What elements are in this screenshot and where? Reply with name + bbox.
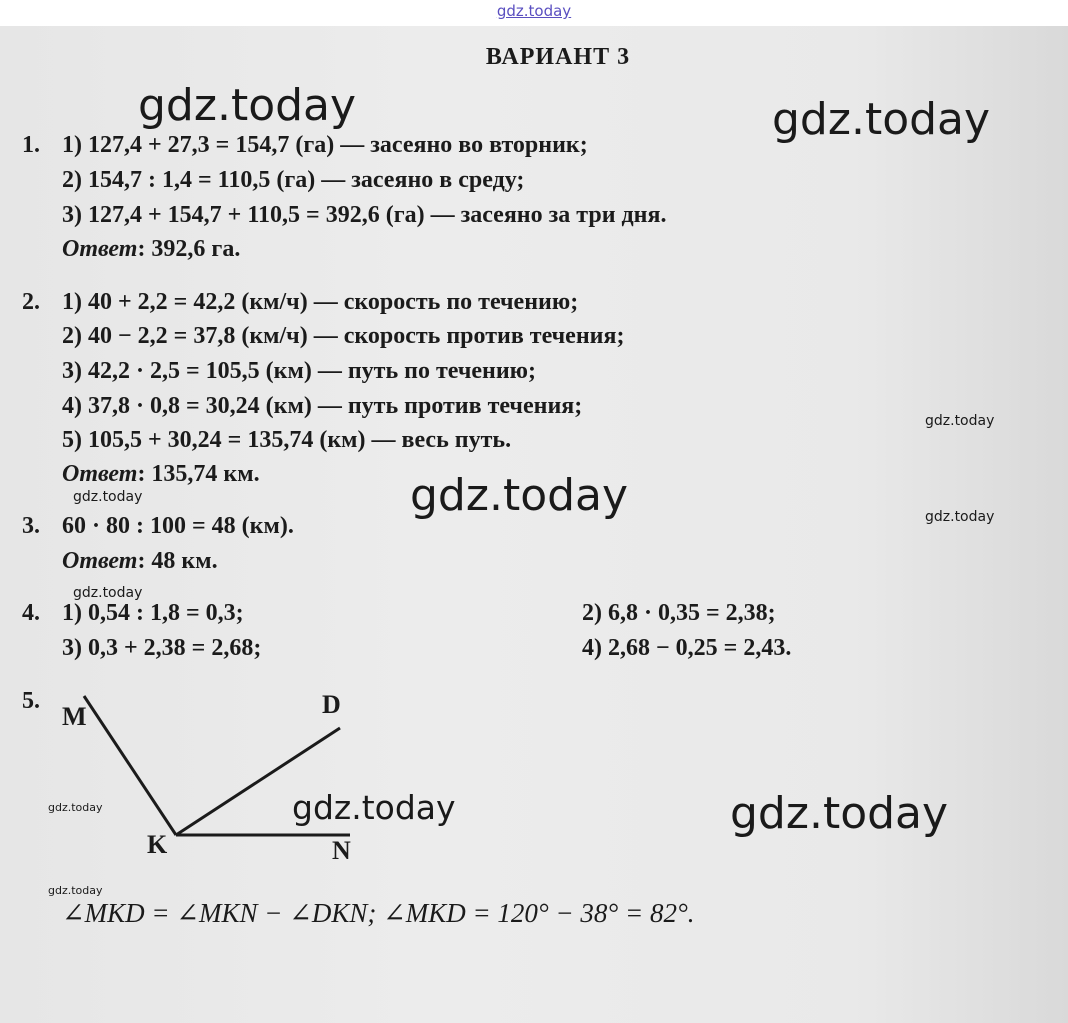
- task-1-answer: [62, 236, 240, 263]
- watermark-small-3: gdz.today: [925, 509, 995, 525]
- task-1-step-3: 3) 127,4 + 154,7 + 110,5 = 392,6 (га) — засеяно за три дня.: [62, 202, 667, 228]
- task-4-step-2: 2) 6,8 · 0,35 = 2,38;: [582, 600, 776, 626]
- point-n-label: N: [332, 836, 351, 865]
- watermark-small-2: gdz.today: [73, 489, 143, 505]
- answer-label: Ответ: [62, 236, 138, 262]
- task-2-step-2: 2) 40 − 2,2 = 37,8 (км/ч) — скорость против течения;: [62, 323, 625, 349]
- watermark-small-4: gdz.today: [73, 585, 143, 601]
- watermark-big-1: gdz.today: [138, 80, 357, 131]
- watermark-big-2: gdz.today: [772, 94, 991, 145]
- task-1-step-2: 2) 154,7 : 1,4 = 110,5 (га) — засеяно в среду;: [62, 167, 525, 193]
- task-4-step-3: 3) 0,3 + 2,38 = 2,68;: [62, 635, 262, 661]
- answer-value: : 135,74 км.: [137, 461, 260, 487]
- task-2-step-5: 5) 105,5 + 30,24 = 135,74 (км) — весь путь.: [62, 427, 512, 453]
- point-m-label: M: [62, 702, 87, 731]
- task-2-step-1: 1) 40 + 2,2 = 42,2 (км/ч) — скорость по течению;: [62, 289, 579, 315]
- task-2-step-4: 4) 37,8 · 0,8 = 30,24 (км) — путь против течения;: [62, 393, 583, 419]
- task-2-step-3: 3) 42,2 · 2,5 = 105,5 (км) — путь по течению;: [62, 358, 536, 384]
- task-3-number: 3.: [22, 513, 40, 539]
- task-4-step-4: 4) 2,68 − 0,25 = 2,43.: [582, 635, 792, 661]
- watermark-big-4: gdz.today: [730, 788, 949, 839]
- task-5-number: 5.: [22, 688, 40, 714]
- site-watermark-link[interactable]: gdz.today: [496, 2, 572, 20]
- point-k-label: K: [147, 830, 168, 859]
- watermark-big-3: gdz.today: [410, 470, 629, 521]
- task-1-step-1: 1) 127,4 + 27,3 = 154,7 (га) — засеяно во вторник;: [62, 132, 588, 158]
- task-4-number: 4.: [22, 600, 40, 626]
- task-1-number: 1.: [22, 132, 40, 158]
- page-title: ВАРИАНТ 3: [485, 44, 631, 70]
- watermark-small-5: gdz.today: [48, 801, 103, 814]
- watermark-small-1: gdz.today: [925, 413, 995, 429]
- task-3-answer: [62, 548, 218, 575]
- answer-label: Ответ: [62, 548, 138, 574]
- point-d-label: D: [322, 690, 341, 719]
- watermark-medium: gdz.today: [292, 788, 456, 827]
- task-4-step-1: 1) 0,54 : 1,8 = 0,3;: [62, 600, 244, 626]
- watermark-small-6: gdz.today: [48, 884, 103, 897]
- answer-value: : 48 км.: [137, 548, 218, 574]
- answer-label: Ответ: [62, 461, 138, 487]
- angle-formula: ∠MKD = ∠MKN − ∠DKN; ∠MKD = 120° − 38° = 82°.: [62, 898, 695, 928]
- task-3-step-1: 60 · 80 : 100 = 48 (км).: [62, 513, 294, 539]
- ray-km: [84, 696, 176, 835]
- task-2-answer: [62, 461, 260, 488]
- answer-value: : 392,6 га.: [137, 236, 241, 262]
- task-2-number: 2.: [22, 289, 40, 315]
